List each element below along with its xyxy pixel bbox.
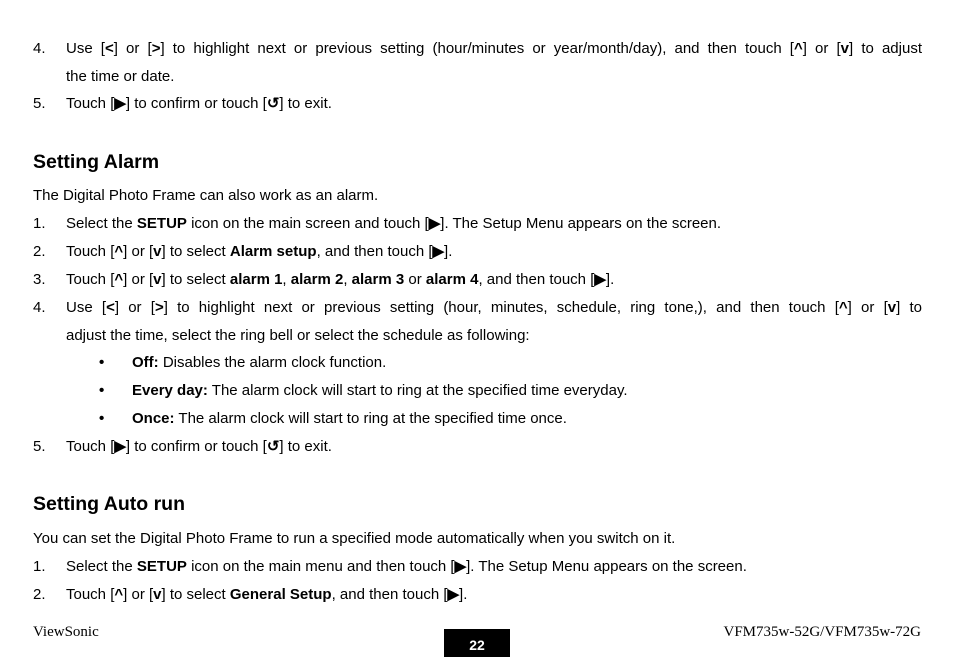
step-text: Touch [▶] to confirm or touch [↺] to exit. [66,438,332,455]
return-icon: ↺ [266,438,280,455]
play-icon: ▶ [114,95,126,112]
footer-brand: ViewSonic [33,624,99,640]
bullet: • [99,410,105,427]
right-arrow-icon: > [151,40,161,57]
bullet: • [99,354,105,371]
step-text: Select the SETUP icon on the main menu and then touch [▶]. The Setup Menu appears on the screen. [66,558,747,575]
up-arrow-icon: ^ [114,243,124,260]
step-number: 2. [33,586,46,603]
section-heading: Setting Auto run [33,493,186,515]
bullet-item: Off: Disables the alarm clock function. [132,354,387,371]
play-icon: ▶ [454,558,467,575]
section-intro: The Digital Photo Frame can also work as an alarm. [33,187,379,204]
step-text: Touch [^] or [v] to select General Setup, and then touch [▶]. [66,586,468,603]
down-arrow-icon: v [153,271,162,288]
step-text: Touch [^] or [v] to select alarm 1, alarm 2, alarm 3 or alarm 4, and then touch [▶]. [66,271,615,288]
down-arrow-icon: v [153,586,162,603]
step-number: 1. [33,558,46,575]
play-icon: ▶ [447,586,460,603]
step-number: 3. [33,271,46,288]
step-text: Use [<] or [>] to highlight next or previous setting (hour/minutes or year/month/day), and then touch [^] or [v] to adjust [66,40,922,57]
step-text: Select the SETUP icon on the main screen and touch [▶]. The Setup Menu appears on the screen. [66,215,722,232]
section-intro: You can set the Digital Photo Frame to run a specified mode automatically when you switch on it. [33,530,676,547]
step-text-continued: adjust the time, select the ring bell or select the schedule as following: [66,327,530,344]
play-icon: ▶ [594,271,606,288]
up-arrow-icon: ^ [114,271,124,288]
step-text-continued: the time or date. [66,68,175,85]
left-arrow-icon: < [104,40,114,57]
step-number: 5. [33,95,46,112]
bullet-item: Every day: The alarm clock will start to ring at the specified time everyday. [132,382,628,399]
right-arrow-icon: > [154,299,164,316]
up-arrow-icon: ^ [114,586,124,603]
step-number: 2. [33,243,46,260]
step-text: Use [<] or [>] to highlight next or previous setting (hour, minutes, schedule, ring tone,), and then touch [^] or [v] to [66,299,922,316]
footer-model: VFM735w-52G/VFM735w-72G [723,624,921,640]
play-icon: ▶ [432,243,445,260]
page-number: 22 [444,629,510,657]
up-arrow-icon: ^ [793,40,803,57]
step-text: Touch [▶] to confirm or touch [↺] to exit. [66,95,332,112]
down-arrow-icon: v [153,243,162,260]
play-icon: ▶ [114,438,126,455]
down-arrow-icon: v [887,299,897,316]
step-number: 1. [33,215,46,232]
section-heading: Setting Alarm [33,151,160,173]
bullet: • [99,382,105,399]
step-number: 4. [33,40,46,57]
play-icon: ▶ [428,215,441,232]
step-number: 5. [33,438,46,455]
up-arrow-icon: ^ [838,299,848,316]
down-arrow-icon: v [840,40,850,57]
bullet-item: Once: The alarm clock will start to ring at the specified time once. [132,410,567,427]
left-arrow-icon: < [106,299,115,316]
return-icon: ↺ [266,95,280,112]
step-number: 4. [33,299,46,316]
step-text: Touch [^] or [v] to select Alarm setup, and then touch [▶]. [66,243,453,260]
